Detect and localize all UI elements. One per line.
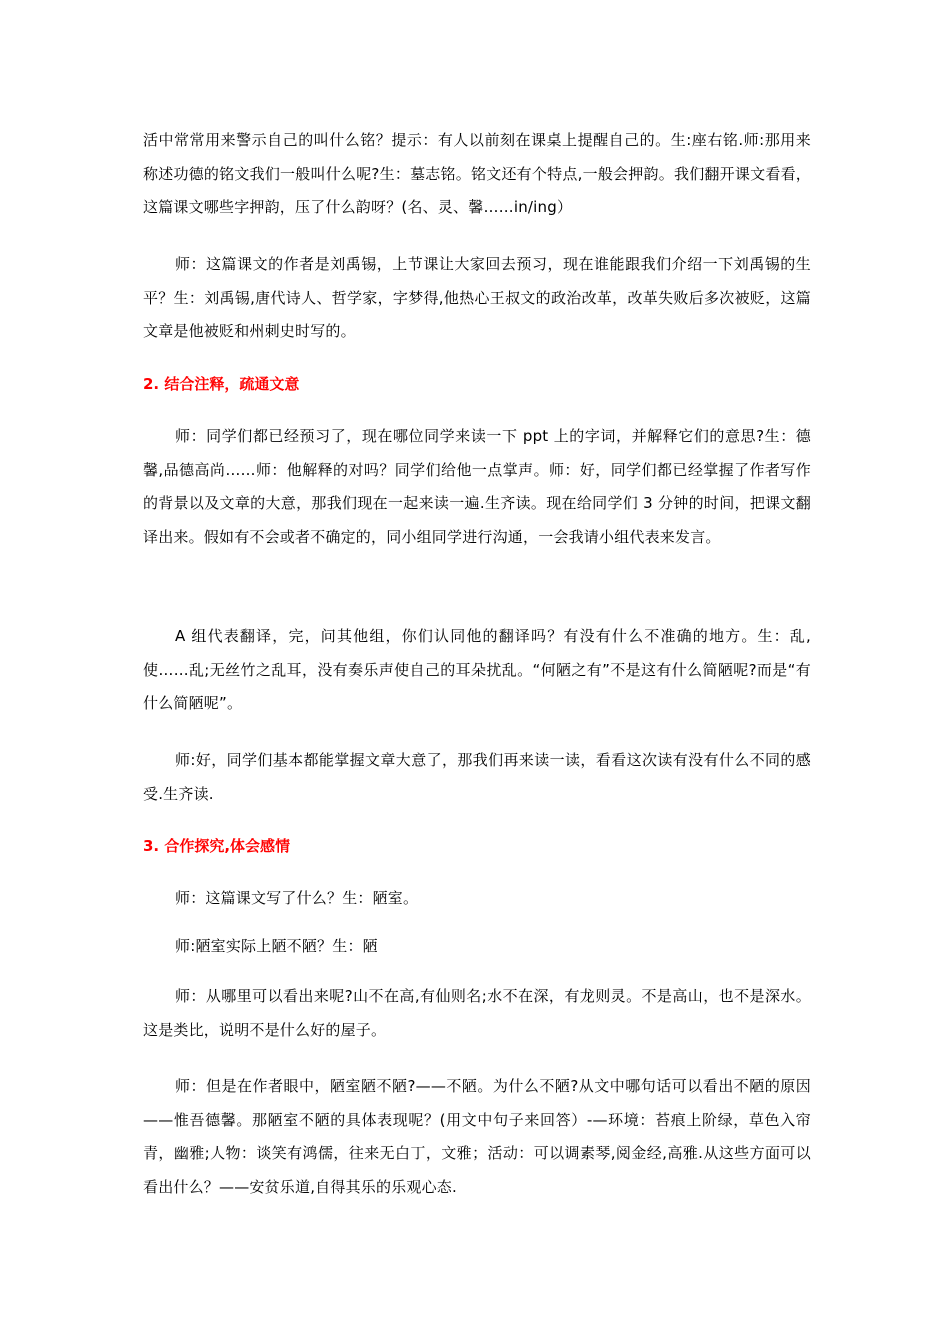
paragraph-what-written: 师：这篇课文写了什么？生：陋室。	[175, 889, 419, 907]
section-heading-inquiry: 3. 合作探究,体会感情	[143, 837, 291, 855]
paragraph-not-humble: 师：但是在作者眼中，陋室陋不陋?——不陋。为什么不陋?从文中哪句话可以看出不陋的原因——惟吾德馨。那陋室不陋的具体表现呢？(用文中句子来回答）-—环境：苔痕上阶绿，草色入帘青，幽雅;人物：谈笑有鸿儒，往来无白丁，文雅；活动：可以调素琴,阅金经,高雅.从这些方面可以看出什么？——安贫乐道,自得其乐的乐观心态.	[143, 1077, 811, 1196]
paragraph-analogy: 师：从哪里可以看出来呢?山不在高,有仙则名;水不在深，有龙则灵。不是高山，也不是深水。这是类比，说明不是什么好的屋子。	[143, 987, 811, 1039]
paragraph-is-it-humble: 师:陋室实际上陋不陋？生：陋	[175, 937, 378, 955]
paragraph-author-bio: 师：这篇课文的作者是刘禹锡，上节课让大家回去预习，现在谁能跟我们介绍一下刘禹锡的生平？生：刘禹锡,唐代诗人、哲学家，字梦得,他热心王叔文的政治改革，改革失败后多次被贬，这篇文章是他被贬和州刺史时写的。	[143, 255, 811, 340]
paragraph-reread: 师:好，同学们基本都能掌握文章大意了，那我们再来读一读，看看这次读有没有什么不同的感受.生齐读.	[143, 751, 811, 803]
paragraph-group-translation: A 组代表翻译，完，问其他组，你们认同他的翻译吗？有没有什么不准确的地方。生：乱,使……乱;无丝竹之乱耳，没有奏乐声使自己的耳朵扰乱。“何陋之有”不是这有什么简陋呢?而是“有什么简陋呢”。	[143, 627, 811, 712]
paragraph-vocabulary-reading: 师：同学们都已经预习了，现在哪位同学来读一下 ppt 上的字词，并解释它们的意思?生：德馨,品德高尚……师：他解释的对吗？同学们给他一点掌声。师：好，同学们都已经掌握了作者写作的背景以及文章的大意，那我们现在一起来读一遍.生齐读。现在给同学们 3 分钟的时间，把课文翻译出来。假如有不会或者不确定的，同小组同学进行沟通，一会我请小组代表来发言。	[143, 427, 811, 546]
section-heading-annotations: 2. 结合注释，疏通文意	[143, 375, 300, 393]
paragraph-mottos-rhyme: 活中常常用来警示自己的叫什么铭？提示：有人以前刻在课桌上提醒自己的。生:座右铭.师:那用来称述功德的铭文我们一般叫什么呢?生：墓志铭。铭文还有个特点,一般会押韵。我们翻开课文看看，这篇课文哪些字押韵，压了什么韵呀？(名、灵、馨……in/ing）	[143, 131, 811, 216]
